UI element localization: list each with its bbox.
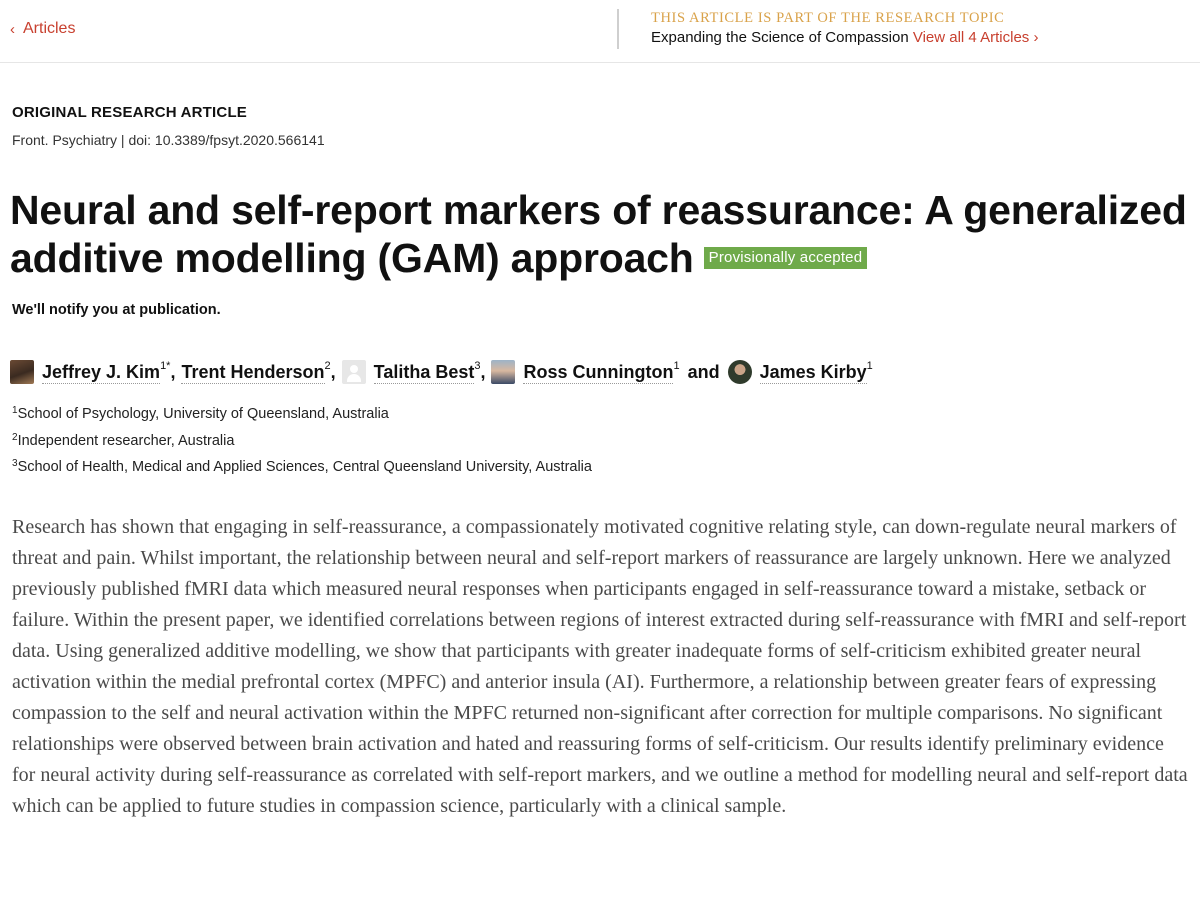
avatar bbox=[10, 360, 34, 384]
journal-doi-line: Front. Psychiatry | doi: 10.3389/fpsyt.2020.566141 bbox=[12, 132, 325, 148]
author-affil-sup: 3 bbox=[474, 360, 481, 372]
status-badge: Provisionally accepted bbox=[704, 247, 868, 269]
research-topic-box bbox=[617, 9, 1038, 49]
research-topic-title: Expanding the Science of Compassion bbox=[651, 29, 909, 46]
avatar bbox=[491, 360, 515, 384]
view-all-articles-link[interactable] bbox=[913, 29, 1039, 46]
avatar bbox=[728, 360, 752, 384]
abstract: Research has shown that engaging in self-reassurance, a compassionately motivated cognitive relating style, can down-regulate neural markers of threat and pain. Whilst important, the relationship between neural and self-report markers of reassurance are largely unknown. Here we analyzed previously published fMRI data which measured neural responses when participants engaged in self-reassurance toward a mistake, setback or failure. Within the present paper, we identified correlations between regions of interest extracted during self-reassurance with fMRI and self-report data. Using generalized additive modelling, we show that participants with greater inadequate forms of self-criticism exhibited greater neural activation within the medial prefrontal cortex (MPFC) and anterior insula (AI). Furthermore, a relationship between greater fears of expressing compassion to the self and neural activation within the MPFC returned non-significant after correction for multiple comparisons. No significant relationships were observed between brain activation and hated and reassuring forms of self-criticism. Our results identify preliminary evidence for neural activity during self-reassurance as correlated with self-report markers, and we outline a method for modelling neural and self-report data which can be applied to future studies in compassion science, particularly with a clinical sample. bbox=[12, 516, 1188, 817]
author-name: Talitha Best bbox=[373, 361, 475, 382]
author-name: Jeffrey J. Kim bbox=[42, 361, 161, 382]
article-title-text: Neural and self-report markers of reassurance: A generalized additive modelling (GAM) approach bbox=[10, 187, 1187, 281]
author-affil-sup: 1* bbox=[160, 360, 171, 372]
back-to-articles-link[interactable] bbox=[10, 20, 75, 38]
affiliation-text: School of Psychology, University of Queensland, Australia bbox=[17, 406, 389, 422]
author-best[interactable] bbox=[342, 360, 481, 384]
affiliation-item bbox=[12, 429, 592, 456]
notify-text: We'll notify you at publication. bbox=[12, 302, 221, 318]
research-topic-label: THIS ARTICLE IS PART OF THE RESEARCH TOPIC bbox=[651, 10, 1005, 26]
affiliations bbox=[12, 402, 592, 482]
view-all-label: View all 4 Articles bbox=[912, 29, 1030, 46]
article-type: ORIGINAL RESEARCH ARTICLE bbox=[12, 104, 248, 121]
author-kirby[interactable] bbox=[728, 360, 873, 384]
article-title bbox=[10, 186, 1190, 282]
author-kim[interactable] bbox=[10, 360, 170, 384]
author-name: James Kirby bbox=[759, 361, 867, 382]
affiliation-item bbox=[12, 455, 592, 482]
research-topic-line bbox=[651, 27, 1038, 48]
author-affil-sup: 1 bbox=[866, 360, 873, 372]
author-list: Jeffrey J. Kim $^{1*}$ , Trent Henderson $^2$ , Talitha Best $^3$ , Ross Cunnington $^1$ and James Kirby $^1$ bbox=[10, 360, 873, 384]
affiliation-text: School of Health, Medical and Applied Sciences, Central Queensland University, Australia bbox=[17, 459, 592, 475]
affiliation-number: 1 bbox=[12, 405, 18, 416]
author-name: Trent Henderson bbox=[181, 361, 325, 382]
affiliation-text: Independent researcher, Australia bbox=[17, 432, 235, 449]
affiliation-number: 3 bbox=[12, 458, 18, 469]
user-placeholder-icon bbox=[342, 360, 366, 384]
author-name: Ross Cunnington bbox=[523, 361, 674, 382]
author-affil-sup: 2 bbox=[324, 360, 331, 372]
author-affil-sup: 1 bbox=[673, 360, 680, 372]
back-link-label: Articles bbox=[23, 20, 76, 37]
authors-conjunction: and bbox=[687, 361, 720, 382]
affiliation-number: 2 bbox=[12, 431, 18, 443]
affiliation-item bbox=[12, 402, 592, 429]
author-cunnington[interactable] bbox=[491, 360, 679, 384]
chevron-left-icon: ‹ bbox=[10, 20, 15, 38]
chevron-right-icon: › bbox=[1033, 29, 1039, 46]
author-henderson[interactable] bbox=[181, 361, 330, 384]
top-bar bbox=[0, 0, 1200, 63]
